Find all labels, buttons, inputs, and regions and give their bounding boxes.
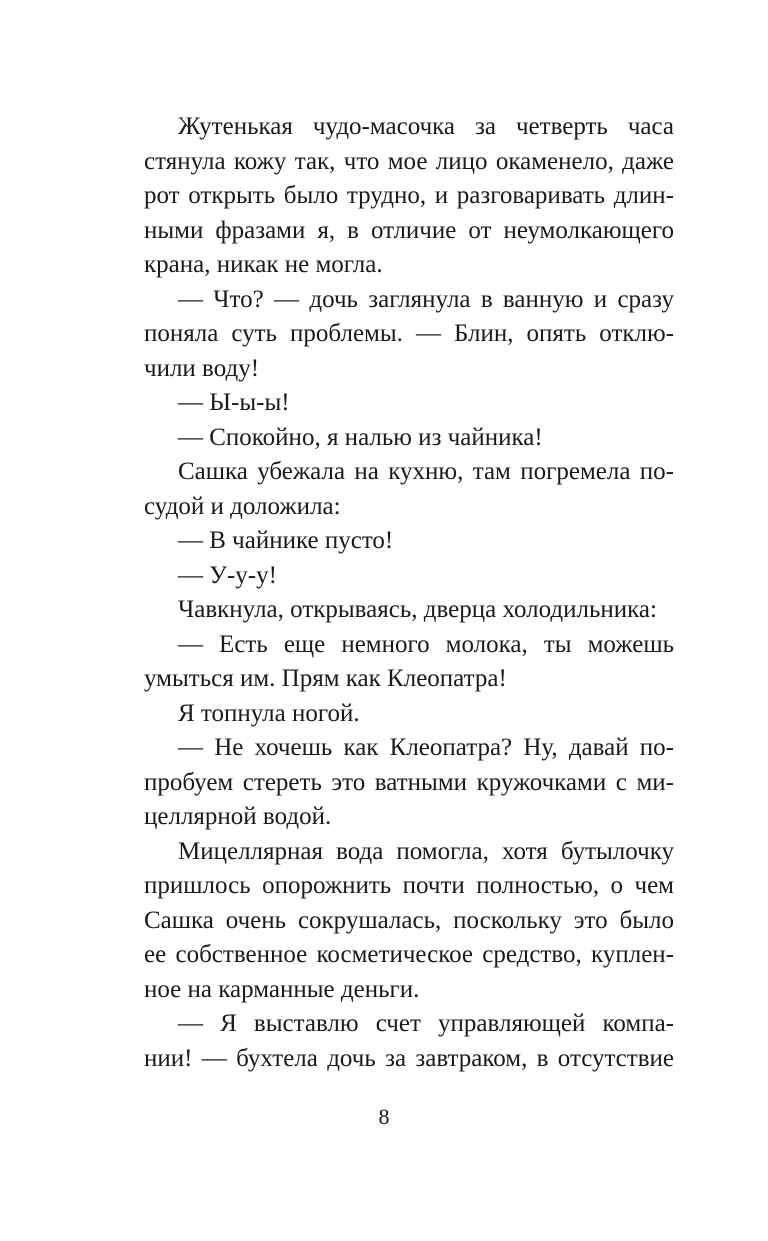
text-line: чили воду!: [144, 354, 260, 382]
text-line: — Что? — дочь заглянула в ванную и сразу: [178, 285, 674, 313]
text-line: Мицеллярная вода помогла, хотя бутылочку: [178, 837, 674, 865]
text-line: рот открыть было трудно, и разговаривать длин-: [144, 182, 674, 209]
text-line: ными фразами я, в отличие от неумолкающего: [144, 216, 674, 244]
text-line: — Есть еще немного молока, ты можешь: [178, 630, 674, 658]
text-line: пробуем стереть это ватными кружочками с ми-: [144, 768, 674, 796]
text-line: умыться им. Прям как Клеопатра!: [144, 665, 507, 692]
text-line: — Я выставлю счет управляющей компа-: [178, 1010, 674, 1037]
text-line: Чавкнула, открываясь, дверца холодильника:: [178, 596, 657, 623]
text-line: Я топнула ногой.: [178, 699, 360, 727]
text-line: стянула кожу так, что мое лицо окаменело, даже: [144, 147, 674, 175]
text-line: Жутенькая чудо-масочка за четверть часа: [178, 113, 674, 140]
text-line: поняла суть проблемы. — Блин, опять отклю-: [144, 320, 674, 347]
text-line: — Спокойно, я налью из чайника!: [178, 423, 543, 451]
text-line: нии! — бухтела дочь за завтраком, в отсутствие: [144, 1044, 674, 1072]
text-line: — У-у-у!: [178, 561, 277, 589]
text-line: пришлось опорожнить почти полностью, о чем: [144, 872, 674, 899]
text-line: — Ы-ы-ы!: [178, 389, 290, 416]
text-line: целлярной водой.: [144, 803, 332, 830]
text-line: ное на карманные деньги.: [144, 975, 420, 1003]
text-line: крана, никак не могла.: [144, 251, 383, 278]
body-text: [144, 110, 674, 1076]
text-line: Сашка очень сокрушалась, поскольку это было: [144, 906, 674, 934]
text-line: — В чайнике пусто!: [178, 527, 394, 554]
page-number: 8: [378, 1104, 390, 1129]
text-line: судой и доложила:: [144, 492, 341, 520]
text-line: ее собственное косметическое средство, куплен-: [144, 941, 674, 968]
text-line: Сашка убежала на кухню, там погремела по-: [178, 458, 674, 485]
text-line: — Не хочешь как Клеопатра? Ну, давай по-: [178, 734, 674, 761]
